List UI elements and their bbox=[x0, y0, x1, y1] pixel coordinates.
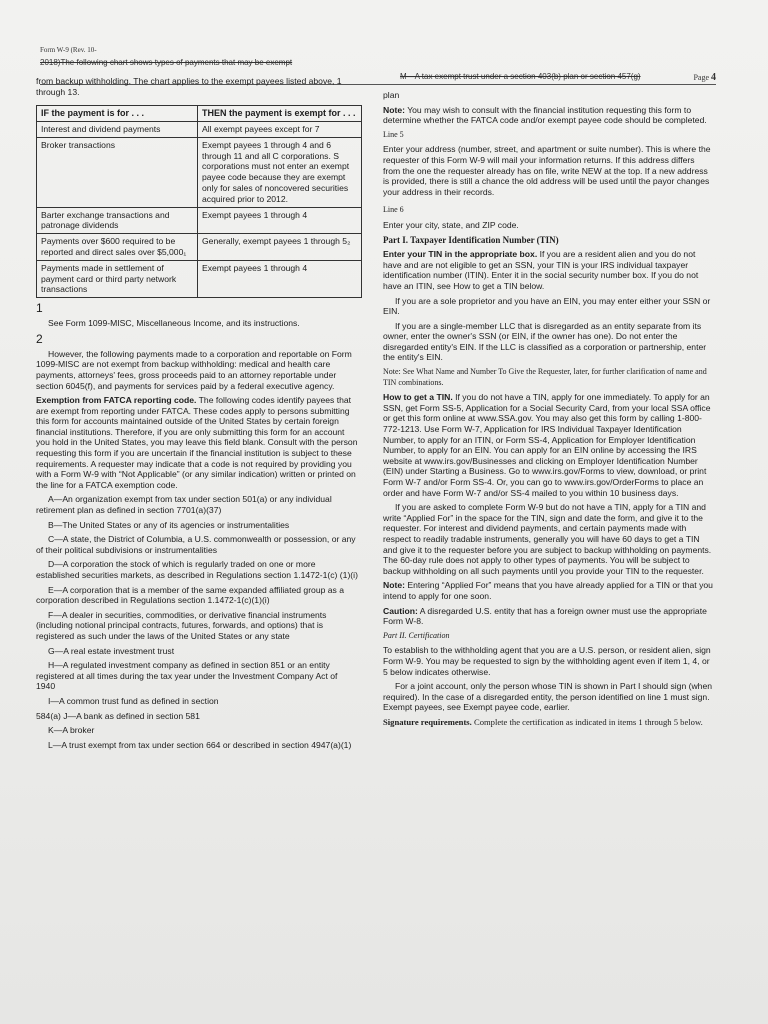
cut-line-left: 2018)The following chart shows types of payments that may be exempt bbox=[40, 58, 293, 67]
chart-intro: from backup withholding. The chart applies to the exempt payees listed above, 1 through 13. bbox=[36, 76, 342, 97]
table-cell: Interest and dividend payments bbox=[37, 121, 198, 137]
exempt-payments-table bbox=[36, 105, 362, 298]
tin-paragraph bbox=[383, 249, 713, 291]
table-cell: Broker transactions bbox=[37, 137, 198, 207]
table-row bbox=[37, 260, 362, 297]
fatca-code-i: I—A common trust fund as defined in section bbox=[48, 695, 219, 706]
table-row bbox=[37, 234, 362, 261]
fatca-code-l: L—A trust exempt from tax under section 664 or described in section 4947(a)(1) bbox=[48, 739, 352, 750]
fatca-code-f: F—A dealer in securities, commodities, or derivative financial instruments (including notional principal contracts, futures, forwards, and options) that is registered as such under the laws of the United States or any state bbox=[36, 609, 327, 641]
applied-for-text: If you are asked to complete Form W-9 but do not have a TIN, apply for a TIN and write “Applied For” in the space for the TIN, sign and date the form, and give it to the requester. For interest and dividend payments, and certain payments made with respect to readily tradable instruments, generally you will have 60 days to get a TIN and give it to the requester before you are subject to backup withholding on payments. The 60-day rule does not apply to other types of payments. You will be subject to backup withholding on all such payments until you provide your TIN to the requester. bbox=[383, 502, 712, 576]
caution-paragraph bbox=[383, 606, 713, 627]
table-cell: Exempt payees 1 through 4 and 6 through 11 and all C corporations. S corporations must not enter an exempt payee code because they are exempt only for sales of noncovered securities acquired prior to 2012. bbox=[198, 137, 362, 207]
signature-text: Complete the certification as indicated in items 1 through 5 below. bbox=[471, 716, 703, 727]
note-label: Note: bbox=[383, 580, 405, 591]
table-cell: Barter exchange transactions and patronage dividends bbox=[37, 207, 198, 234]
fatca-code-d: D—A corporation the stock of which is regularly traded on one or more established securities markets, as described in Regulations section 1.1472-1(c) (1)(i) bbox=[36, 559, 358, 581]
page-number-label bbox=[693, 72, 716, 83]
table-row bbox=[37, 137, 362, 207]
howto-heading: How to get a TIN. bbox=[383, 392, 453, 403]
note-label: Note: bbox=[383, 104, 405, 115]
sole-proprietor-text: If you are a sole proprietor and you have an EIN, you may enter either your SSN or EIN. bbox=[383, 295, 711, 317]
fatca-text: The following codes identify payees that are exempt from reporting under FATCA. These codes apply to persons submitting this form for accounts maintained outside of the United States by certain foreign financial institutions. Therefore, if you are only submitting this form for an account you hold in the United States, you may leave this field blank. Consult with the person requesting this form if you are uncertain if the financial institution is subject to these requirements. A requester may indicate that a code is not required by providing you with a Form W-9 with “Not Applicable” (or any similar indication) written or printed on the line for a FATCA exemption code. bbox=[36, 395, 358, 490]
table-header-cell: IF the payment is for . . . bbox=[37, 106, 198, 122]
line6-heading: Line 6 bbox=[383, 205, 404, 215]
cut-line-right: M—A tax exempt trust under a section 403(b) plan or section 457(g) bbox=[400, 72, 641, 81]
certification-text: To establish to the withholding agent that you are a U.S. person, or resident alien, sign Form W-9. You may be requested to sign by the withholding agent even if item 1, 4, or 5 below indicates otherwise. bbox=[383, 645, 711, 677]
plan-text: plan bbox=[383, 90, 400, 100]
caution-label: Caution: bbox=[383, 605, 418, 616]
tin-text: If you are a resident alien and you do not have and are not eligible to get an SSN, your TIN is your IRS individual taxpayer identification number (ITIN). Enter it in the social security number box. If you do not have an ITIN, see How to get a TIN below. bbox=[383, 249, 699, 291]
note-name-number: Note: See What Name and Number To Give the Requester, later, for further clarification of name and TIN combinations. bbox=[383, 367, 707, 387]
table-cell: Exempt payees 1 through 4 bbox=[198, 207, 362, 234]
table-cell: Payments made in settlement of payment card or third party network transactions bbox=[37, 260, 198, 297]
fatca-code-k: K—A broker bbox=[48, 725, 95, 736]
table-cell: Payments over $600 required to be reported and direct sales over $5,000₁ bbox=[37, 234, 198, 261]
page-label: Page bbox=[693, 73, 709, 82]
note-text: Entering “Applied For” means that you have already applied for a TIN or that you intend to apply for one soon. bbox=[383, 580, 713, 601]
fatca-code-h: H—A regulated investment company as defined in section 851 or an entity registered at all times during the tax year under the Investment Company Act of 1940 bbox=[36, 660, 338, 692]
table-row bbox=[37, 121, 362, 137]
note-applied bbox=[383, 580, 713, 601]
fatca-code-a: A—An organization exempt from tax under section 501(a) or any individual retirement plan as defined in section 7701(a)(37) bbox=[36, 494, 332, 516]
table-header-cell: THEN the payment is exempt for . . . bbox=[198, 106, 362, 122]
table-header-row bbox=[37, 106, 362, 122]
caution-text: A disregarded U.S. entity that has a foreign owner must use the appropriate Form W-8. bbox=[383, 605, 707, 627]
howto-paragraph bbox=[383, 392, 713, 498]
fatca-code-e: E—A corporation that is a member of the same expanded affiliated group as a corporation described in Regulations section 1.1472-1(c)(1)(i) bbox=[36, 584, 345, 606]
table-row bbox=[37, 207, 362, 234]
fatca-code-g: G—A real estate investment trust bbox=[48, 645, 175, 656]
fatca-code-c: C—A state, the District of Columbia, a U.S. commonwealth or possession, or any of their political subdivisions or instrumentalities bbox=[36, 534, 356, 555]
table-cell: Generally, exempt payees 1 through 5₂ bbox=[198, 234, 362, 261]
line6-text: Enter your city, state, and ZIP code. bbox=[383, 219, 519, 230]
part2-heading: Part II. Certification bbox=[383, 630, 450, 640]
footnote-2-number: 2 bbox=[36, 331, 43, 346]
footnote-2: However, the following payments made to a corporation and reportable on Form 1099-MISC are not exempt from backup withholding: medical and health care payments, attorneys' fees, gross proceeds paid to an attorney reportable under section 6045(f), and payments for services paid by a federal executive agency. bbox=[36, 348, 352, 391]
fatca-paragraph bbox=[36, 395, 358, 490]
joint-account-text: For a joint account, only the person whose TIN is shown in Part I should sign (when required). In the case of a disregarded entity, the person identified on line 1 must sign. Exempt payees, see Exempt payee code, earlier. bbox=[383, 681, 713, 713]
table-cell: All exempt payees except for 7 bbox=[198, 121, 362, 137]
fatca-heading: Exemption from FATCA reporting code. bbox=[36, 395, 197, 406]
llc-text: If you are a single-member LLC that is disregarded as an entity separate from its owner, enter the owner's SSN (or EIN, if the owner has one). Do not enter the disregarded entity's EIN. If the LLC is classified as a corporation or partnership, enter the entity's EIN. bbox=[383, 320, 707, 363]
footnote-1: See Form 1099-MISC, Miscellaneous Income, and its instructions. bbox=[48, 318, 300, 329]
howto-text: If you do not have a TIN, apply for one immediately. To apply for an SSN, get Form SS-5, Application for a Social Security Card, from your local SSA office or get this form online at www.SSA.gov. You may also get this form by calling 1-800-772-1213. Use Form W-7, Application for IRS Individual Taxpayer Identification Number, to apply for an ITIN, or Form SS-4, Application for Employer Identification Number, to apply for an EIN. You can apply for an EIN online by accessing the IRS website at www.irs.gov/Businesses and clicking on Employer Identification Number (EIN) under Starting a Business. Go to www.irs.gov/Forms to view, download, or print Form W-7 and/or Form SS-4. Or, you can go to www.irs.gov/OrderForms to place an order and have Form W-7 and/or SS-4 mailed to you within 10 business days. bbox=[383, 392, 711, 498]
left-column bbox=[36, 76, 358, 754]
note-fatca bbox=[383, 105, 713, 126]
table-cell: Exempt payees 1 through 4 bbox=[198, 260, 362, 297]
signature-paragraph bbox=[383, 717, 713, 728]
footnote-1-number: 1 bbox=[36, 301, 43, 316]
tin-heading: Enter your TIN in the appropriate box. bbox=[383, 249, 538, 260]
right-column bbox=[383, 90, 713, 731]
page-number: 4 bbox=[711, 72, 716, 83]
part1-heading: Part I. Taxpayer Identification Number (TIN) bbox=[383, 234, 559, 245]
fatca-code-j: 584(a) J—A bank as defined in section 581 bbox=[36, 710, 200, 721]
form-label: Form W-9 (Rev. 10- bbox=[40, 46, 97, 54]
note-text: You may wish to consult with the financial institution requesting this form to determine whether the FATCA code and/or exempt payee code should be completed. bbox=[383, 104, 707, 126]
signature-heading: Signature requirements. bbox=[383, 716, 472, 727]
line5-heading: Line 5 bbox=[383, 129, 404, 139]
line5-text: Enter your address (number, street, and apartment or suite number). This is where the requester of this Form W-9 will mail your information returns. If this address differs from the one the requester already has on file, write NEW at the top. If a new address is provided, there is still a chance the old address will be used until the payor changes your address in their records. bbox=[383, 144, 711, 197]
fatca-code-b: B—The United States or any of its agencies or instrumentalities bbox=[48, 519, 290, 530]
